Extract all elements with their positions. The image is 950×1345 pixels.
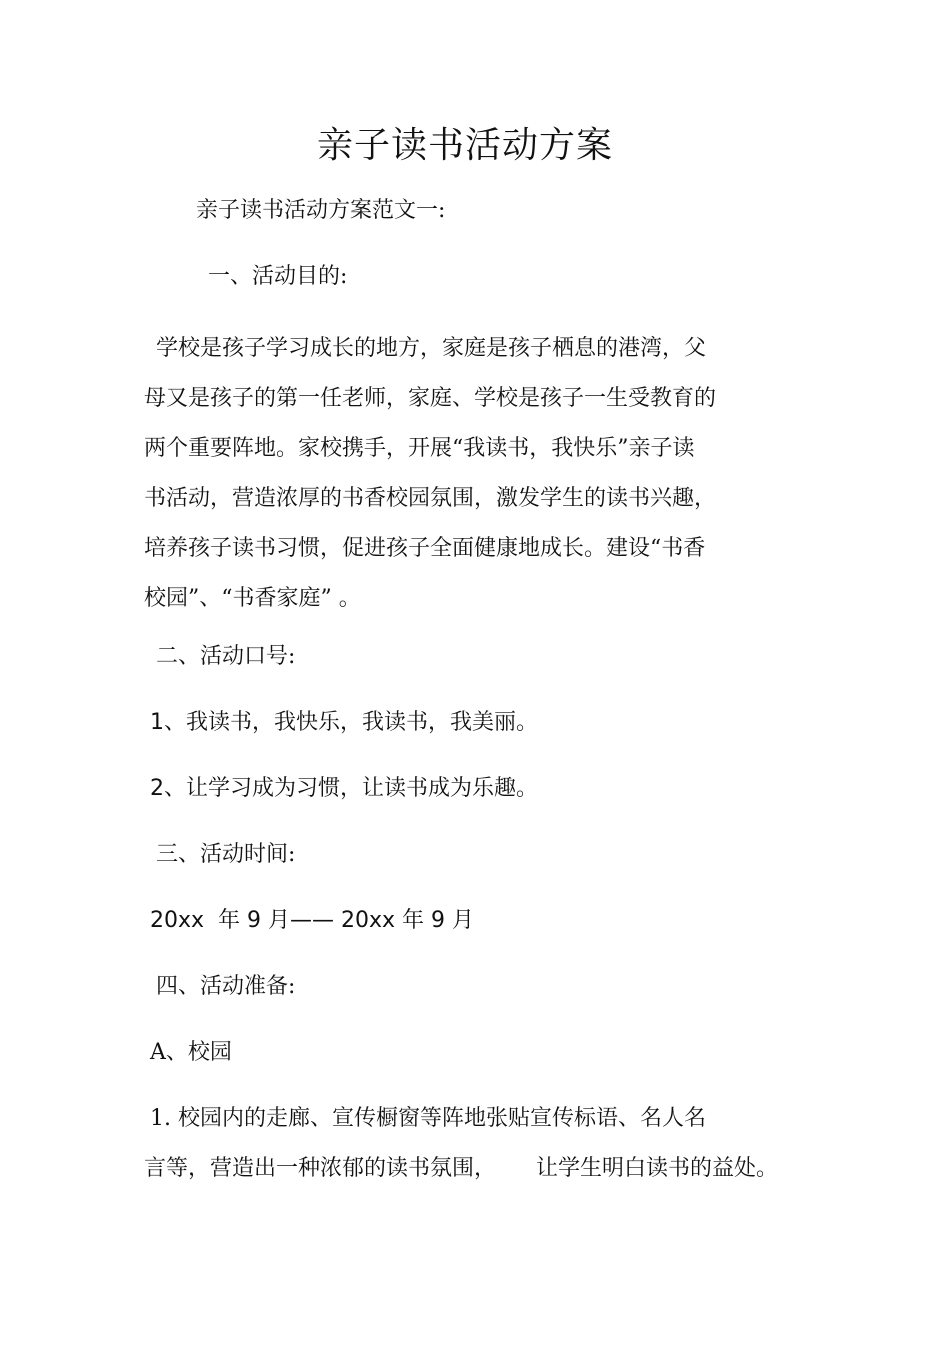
slogan-item-2-number: 2: [150, 776, 164, 801]
purpose-line-5: 培养孩子读书习惯，促进孩子全面健康地成长。建设“书香: [144, 536, 706, 561]
slogan-item-2-text: 、让学习成为习惯，让读书成为乐趣。: [164, 776, 539, 801]
purpose-line-6: 校园”、“书香家庭” 。: [144, 586, 361, 611]
slogan-item-1-text: 、我读书，我快乐，我读书，我美丽。: [164, 710, 539, 735]
preparation-item-1-line-1: 1. 校园内的走廊、宣传橱窗等阵地张贴宣传标语、名人名: [150, 1106, 706, 1131]
document-subtitle: 亲子读书活动方案范文一:: [196, 198, 446, 223]
preparation-item-1-line-2-part-b: 让学生明白读书的益处。: [536, 1156, 779, 1181]
purpose-line-3: 两个重要阵地。家校携手，开展“我读书，我快乐”亲子读: [144, 436, 695, 461]
slogan-item-2: [150, 774, 538, 804]
activity-time: 20xx 年 9 月—— 20xx 年 9 月: [150, 908, 475, 933]
slogan-item-1: [150, 708, 538, 738]
document-title: 亲子读书活动方案: [316, 125, 613, 166]
preparation-item-1-line-2-part-a: 言等，营造出一种浓郁的读书氛围，: [144, 1156, 497, 1181]
preparation-sub-a: A、校园: [150, 1040, 232, 1065]
section-heading-preparation: 四、活动准备:: [156, 974, 296, 999]
slogan-item-1-number: 1: [150, 710, 164, 735]
purpose-line-4: 书活动，营造浓厚的书香校园氛围，激发学生的读书兴趣，: [144, 486, 717, 511]
section-heading-time: 三、活动时间:: [156, 842, 296, 867]
purpose-line-2: 母又是孩子的第一任老师，家庭、学校是孩子一生受教育的: [144, 386, 717, 411]
purpose-paragraph: [144, 324, 764, 624]
purpose-line-1: 学校是孩子学习成长的地方，家庭是孩子栖息的港湾，父: [156, 336, 707, 361]
preparation-item-1-line-2: [144, 1154, 778, 1184]
section-heading-purpose: 一、活动目的:: [208, 264, 348, 289]
section-heading-slogan: 二、活动口号:: [156, 644, 296, 669]
